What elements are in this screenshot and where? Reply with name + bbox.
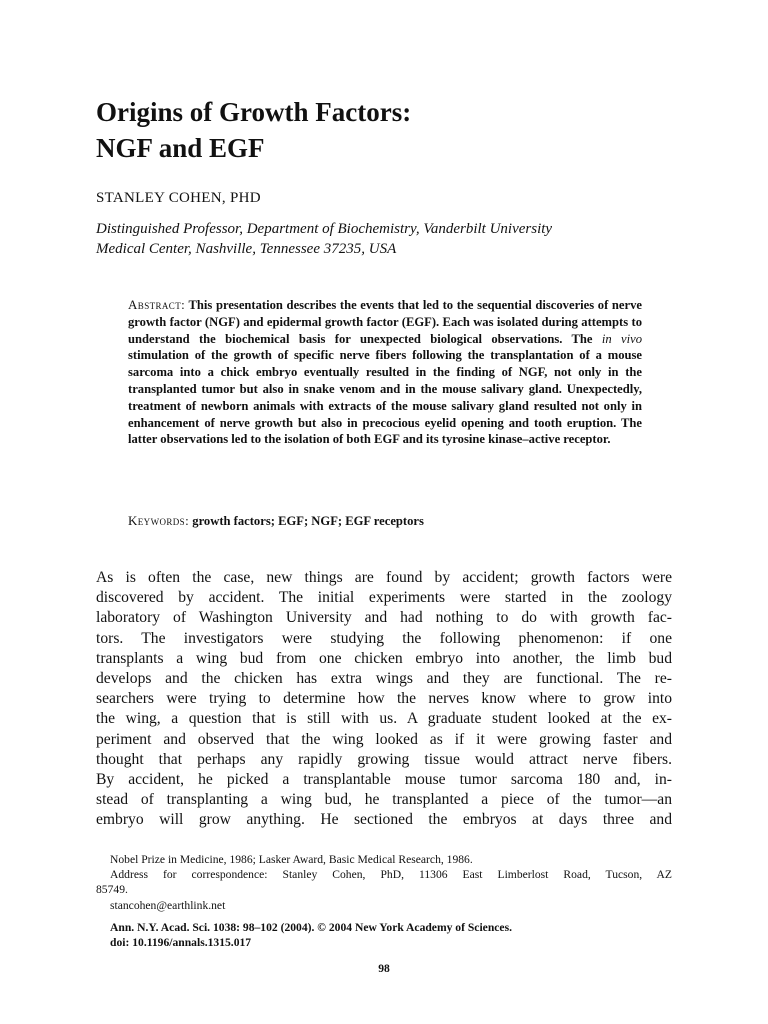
abstract [128, 297, 642, 448]
keywords-text: growth factors; EGF; NGF; EGF receptors [192, 514, 424, 528]
body-paragraph [96, 568, 672, 831]
body-line: embryo will grow anything. He sectioned the embryos at days three and [96, 811, 672, 829]
footnote-email: stancohen@earthlink.net [110, 898, 226, 912]
author-affiliation [96, 219, 676, 259]
body-line: periment and observed that the wing looked as if it were growing faster and [96, 730, 672, 748]
author-name: STANLEY COHEN, PHD [96, 190, 261, 206]
keywords-label: Keywords: [128, 513, 190, 528]
body-line: discovered by accident. The initial experiments were started in the zoology [96, 589, 672, 607]
body-line: By accident, he picked a transplantable mouse tumor sarcoma 180 and, in- [96, 771, 672, 789]
footnote-address: Address for correspondence: Stanley Cohen, PhD, 11306 East Limberlost Road, Tucson, AZ [110, 868, 672, 882]
citation-line-1: Ann. N.Y. Acad. Sci. 1038: 98–102 (2004). © 2004 New York Academy of Sciences. [110, 921, 512, 934]
footnote-awards: Nobel Prize in Medicine, 1986; Lasker Award, Basic Medical Research, 1986. [110, 853, 473, 866]
body-line: develops and the chicken has extra wings and they are functional. The re- [96, 670, 672, 688]
body-line: thought that perhaps any rapidly growing tissue would attract nerve fibers. [96, 750, 672, 768]
citation-doi: doi: 10.1196/annals.1315.017 [110, 936, 252, 950]
body-line: tors. The investigators were studying the following phenomenon: if one [96, 629, 672, 647]
body-line: laboratory of Washington University and had nothing to do with growth fac- [96, 609, 672, 627]
affiliation-line-2: Medical Center, Nashville, Tennessee 37235, USA [96, 241, 397, 257]
abstract-text-2: stimulation of the growth of specific nerve fibers following the transplantation of a mouse sarcoma into a chick embryo eventually resulted in the finding of NGF, not only in the transplanted tumor but also in snake venom and in the mouse salivary gland. Unexpectedly, treatment of newborn animals with extracts of the mouse salivary gland resulted not only in enhancement of nerve growth but also in precocious eyelid opening and tooth eruption. The latter observations led to the isolation of both EGF and its tyrosine kinase–active receptor. [128, 348, 642, 447]
page-number: 98 [378, 962, 390, 975]
abstract-label: Abstract: [128, 297, 186, 312]
title-line-2: NGF and EGF [96, 133, 265, 163]
footnotes [96, 852, 672, 913]
abstract-text-1: This presentation describes the events that led to the sequential discoveries of nerve growth factor (NGF) and epidermal growth factor (EGF). Each was isolated during attempts to understand the biochemical basis for unexpected biological observations. The [128, 298, 642, 346]
affiliation-line-1: Distinguished Professor, Department of Biochemistry, Vanderbilt University [96, 221, 553, 237]
keywords [128, 513, 642, 529]
title-line-1: Origins of Growth Factors: [96, 97, 412, 127]
footnote-address-cont: 85749. [96, 883, 128, 897]
body-line: stead of transplanting a wing bud, he transplanted a piece of the tumor—an [96, 791, 672, 809]
body-line: As is often the case, new things are found by accident; growth factors were [96, 569, 672, 586]
body-line: transplants a wing bud from one chicken embryo into another, the limb bud [96, 649, 672, 667]
abstract-italic: in vivo [601, 331, 642, 346]
body-line: the wing, a question that is still with us. A graduate student looked at the ex- [96, 710, 672, 728]
body-line: searchers were trying to determine how the nerves know where to grow into [96, 690, 672, 708]
journal-citation [110, 920, 670, 951]
article-title [96, 94, 696, 166]
